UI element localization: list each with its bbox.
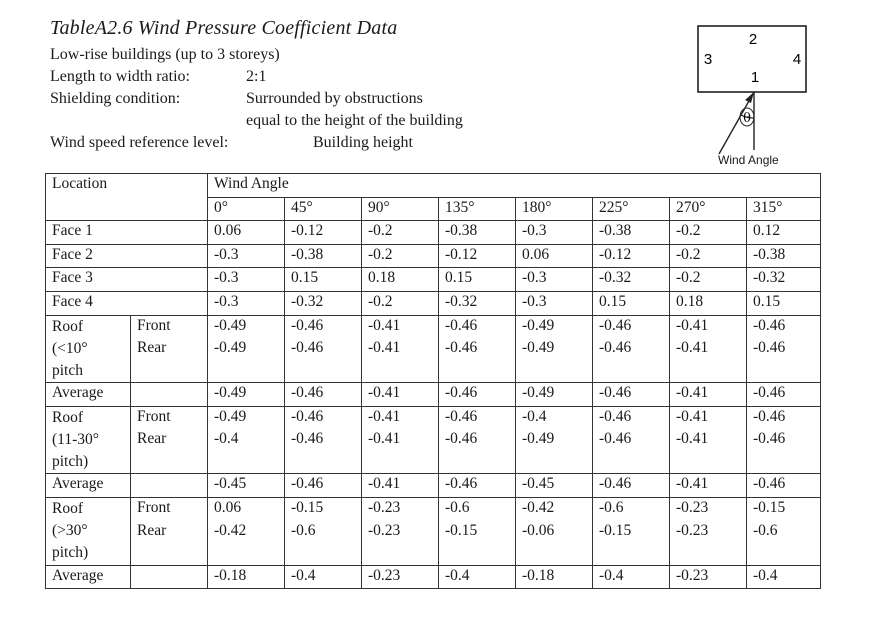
value-cell: -0.2 — [670, 268, 747, 292]
value-cell: -0.4 — [516, 406, 593, 429]
value-cell: -0.49 — [208, 406, 285, 429]
value-cell: -0.23 — [670, 565, 747, 589]
value-cell: -0.06 — [516, 521, 593, 566]
ratio-value: 2:1 — [246, 68, 267, 85]
reference-value: Building height — [313, 134, 413, 151]
rear-label: Rear — [131, 338, 208, 383]
value-cell: -0.12 — [439, 244, 516, 268]
wind-angle-header: Wind Angle — [208, 174, 821, 198]
angle-header: 45° — [285, 197, 362, 221]
angle-header: 270° — [670, 197, 747, 221]
value-cell: 0.18 — [670, 291, 747, 315]
value-cell: -0.46 — [285, 474, 362, 498]
value-cell: -0.12 — [593, 244, 670, 268]
reference-label: Wind speed reference level: — [50, 134, 229, 151]
theta-symbol: θ — [743, 111, 751, 126]
value-cell: -0.41 — [362, 429, 439, 474]
average-spacer — [131, 383, 208, 407]
face-1-label: 1 — [750, 69, 760, 86]
roof-label-line: (>30° — [52, 521, 88, 539]
value-cell: 0.18 — [362, 268, 439, 292]
value-cell: -0.23 — [362, 565, 439, 589]
value-cell: -0.46 — [593, 429, 670, 474]
average-label: Average — [46, 565, 131, 589]
wind-arrow-head — [745, 92, 754, 103]
value-cell: -0.45 — [516, 474, 593, 498]
value-cell: -0.41 — [670, 429, 747, 474]
header-row — [46, 174, 821, 198]
face-2-label: 2 — [748, 31, 758, 48]
value-cell: -0.46 — [439, 383, 516, 407]
table-row — [46, 244, 821, 268]
value-cell: -0.45 — [208, 474, 285, 498]
roof-label-line: (<10° — [52, 339, 88, 357]
value-cell: -0.46 — [285, 429, 362, 474]
value-cell: -0.41 — [362, 338, 439, 383]
value-cell: -0.15 — [439, 521, 516, 566]
table-row — [46, 221, 821, 245]
value-cell: -0.41 — [670, 315, 747, 338]
value-cell: -0.38 — [593, 221, 670, 245]
value-cell: -0.41 — [362, 383, 439, 407]
value-cell: 0.15 — [747, 291, 821, 315]
face-3-label: 3 — [703, 51, 713, 68]
roof-label-line: Roof — [52, 408, 83, 426]
value-cell: -0.41 — [670, 474, 747, 498]
wind-angle-diagram — [696, 20, 826, 172]
value-cell: -0.41 — [362, 474, 439, 498]
location-header: Location — [46, 174, 208, 198]
value-cell: 0.06 — [516, 244, 593, 268]
table-row — [46, 291, 821, 315]
value-cell: -0.46 — [593, 474, 670, 498]
shielding-value-line2: equal to the height of the building — [246, 112, 463, 129]
value-cell: -0.15 — [285, 497, 362, 520]
value-cell: -0.3 — [208, 268, 285, 292]
value-cell: 0.06 — [208, 497, 285, 520]
value-cell: -0.32 — [593, 268, 670, 292]
value-cell: -0.15 — [747, 497, 821, 520]
value-cell: -0.3 — [516, 291, 593, 315]
value-cell: -0.41 — [362, 406, 439, 429]
value-cell: -0.23 — [362, 497, 439, 520]
value-cell: -0.23 — [670, 521, 747, 566]
value-cell: 0.15 — [439, 268, 516, 292]
value-cell: -0.46 — [439, 474, 516, 498]
angle-header: 90° — [362, 197, 439, 221]
face-label: Face 3 — [46, 268, 208, 292]
value-cell: -0.46 — [439, 338, 516, 383]
value-cell: -0.46 — [747, 474, 821, 498]
value-cell: -0.38 — [747, 244, 821, 268]
shielding-value-line1: Surrounded by obstructions — [246, 90, 423, 107]
value-cell: -0.46 — [439, 406, 516, 429]
value-cell: -0.46 — [747, 338, 821, 383]
value-cell: 0.06 — [208, 221, 285, 245]
value-cell: -0.38 — [285, 244, 362, 268]
roof-label — [46, 315, 131, 383]
value-cell: -0.49 — [516, 338, 593, 383]
value-cell: -0.3 — [208, 244, 285, 268]
rear-label: Rear — [131, 429, 208, 474]
value-cell: -0.46 — [747, 406, 821, 429]
value-cell: -0.46 — [285, 406, 362, 429]
value-cell: -0.46 — [747, 315, 821, 338]
value-cell: -0.6 — [285, 521, 362, 566]
value-cell: -0.2 — [670, 221, 747, 245]
angle-header: 135° — [439, 197, 516, 221]
value-cell: -0.12 — [285, 221, 362, 245]
front-label: Front — [131, 497, 208, 520]
value-cell: -0.46 — [439, 429, 516, 474]
value-cell: -0.2 — [362, 291, 439, 315]
table-row — [46, 268, 821, 292]
average-label: Average — [46, 474, 131, 498]
value-cell: -0.42 — [516, 497, 593, 520]
value-cell: -0.41 — [670, 406, 747, 429]
value-cell: -0.32 — [439, 291, 516, 315]
roof-label-line: (11-30° — [52, 430, 99, 448]
angle-header: 225° — [593, 197, 670, 221]
value-cell: 0.15 — [285, 268, 362, 292]
value-cell: -0.4 — [439, 565, 516, 589]
value-cell: -0.46 — [285, 338, 362, 383]
value-cell: -0.3 — [208, 291, 285, 315]
value-cell: -0.4 — [285, 565, 362, 589]
value-cell: -0.49 — [208, 383, 285, 407]
value-cell: -0.38 — [439, 221, 516, 245]
value-cell: -0.2 — [362, 221, 439, 245]
table-row — [46, 521, 821, 566]
average-spacer — [131, 565, 208, 589]
value-cell: -0.32 — [747, 268, 821, 292]
value-cell: -0.49 — [516, 429, 593, 474]
angle-header: 315° — [747, 197, 821, 221]
value-cell: -0.46 — [593, 338, 670, 383]
rear-label: Rear — [131, 521, 208, 566]
value-cell: -0.49 — [516, 383, 593, 407]
value-cell: -0.49 — [208, 315, 285, 338]
roof-label-line: pitch) — [52, 452, 89, 470]
value-cell: -0.6 — [593, 497, 670, 520]
table-title: TableA2.6 Wind Pressure Coefficient Data — [50, 17, 398, 39]
value-cell: -0.32 — [285, 291, 362, 315]
wind-pressure-table — [45, 173, 821, 589]
value-cell: -0.49 — [208, 338, 285, 383]
value-cell: -0.42 — [208, 521, 285, 566]
front-label: Front — [131, 406, 208, 429]
table-row — [46, 565, 821, 589]
value-cell: -0.18 — [516, 565, 593, 589]
value-cell: -0.46 — [593, 383, 670, 407]
face-label: Face 2 — [46, 244, 208, 268]
diagram-caption: Wind Angle — [718, 153, 779, 167]
value-cell: -0.46 — [593, 406, 670, 429]
value-cell: 0.15 — [593, 291, 670, 315]
table-row — [46, 406, 821, 429]
value-cell: -0.23 — [362, 521, 439, 566]
roof-label-line: Roof — [52, 317, 83, 335]
roof-label-line: pitch — [52, 361, 83, 379]
subtitle: Low-rise buildings (up to 3 storeys) — [50, 46, 280, 63]
value-cell: -0.46 — [285, 315, 362, 338]
average-label: Average — [46, 383, 131, 407]
value-cell: -0.49 — [516, 315, 593, 338]
value-cell: -0.41 — [362, 315, 439, 338]
front-label: Front — [131, 315, 208, 338]
value-cell: -0.41 — [670, 383, 747, 407]
value-cell: -0.46 — [747, 383, 821, 407]
roof-label — [46, 497, 131, 565]
table-row — [46, 497, 821, 520]
location-header-spacer — [46, 197, 208, 221]
face-label: Face 4 — [46, 291, 208, 315]
roof-label-line: pitch) — [52, 543, 89, 561]
value-cell: -0.3 — [516, 221, 593, 245]
value-cell: -0.15 — [593, 521, 670, 566]
value-cell: -0.46 — [285, 383, 362, 407]
value-cell: -0.6 — [439, 497, 516, 520]
angle-header: 180° — [516, 197, 593, 221]
value-cell: -0.23 — [670, 497, 747, 520]
value-cell: -0.4 — [747, 565, 821, 589]
roof-label — [46, 406, 131, 474]
table-row — [46, 383, 821, 407]
table-row — [46, 315, 821, 338]
face-label: Face 1 — [46, 221, 208, 245]
shielding-label: Shielding condition: — [50, 90, 181, 107]
value-cell: -0.41 — [670, 338, 747, 383]
value-cell: -0.46 — [439, 315, 516, 338]
value-cell: -0.4 — [593, 565, 670, 589]
value-cell: -0.18 — [208, 565, 285, 589]
angle-row — [46, 197, 821, 221]
table-row — [46, 429, 821, 474]
value-cell: -0.2 — [362, 244, 439, 268]
value-cell: -0.46 — [747, 429, 821, 474]
face-4-label: 4 — [792, 51, 802, 68]
value-cell: -0.6 — [747, 521, 821, 566]
average-spacer — [131, 474, 208, 498]
angle-header: 0° — [208, 197, 285, 221]
value-cell: -0.46 — [593, 315, 670, 338]
ratio-label: Length to width ratio: — [50, 68, 190, 85]
value-cell: -0.3 — [516, 268, 593, 292]
value-cell: 0.12 — [747, 221, 821, 245]
table-row — [46, 338, 821, 383]
value-cell: -0.2 — [670, 244, 747, 268]
value-cell: -0.4 — [208, 429, 285, 474]
table-row — [46, 474, 821, 498]
roof-label-line: Roof — [52, 499, 83, 517]
